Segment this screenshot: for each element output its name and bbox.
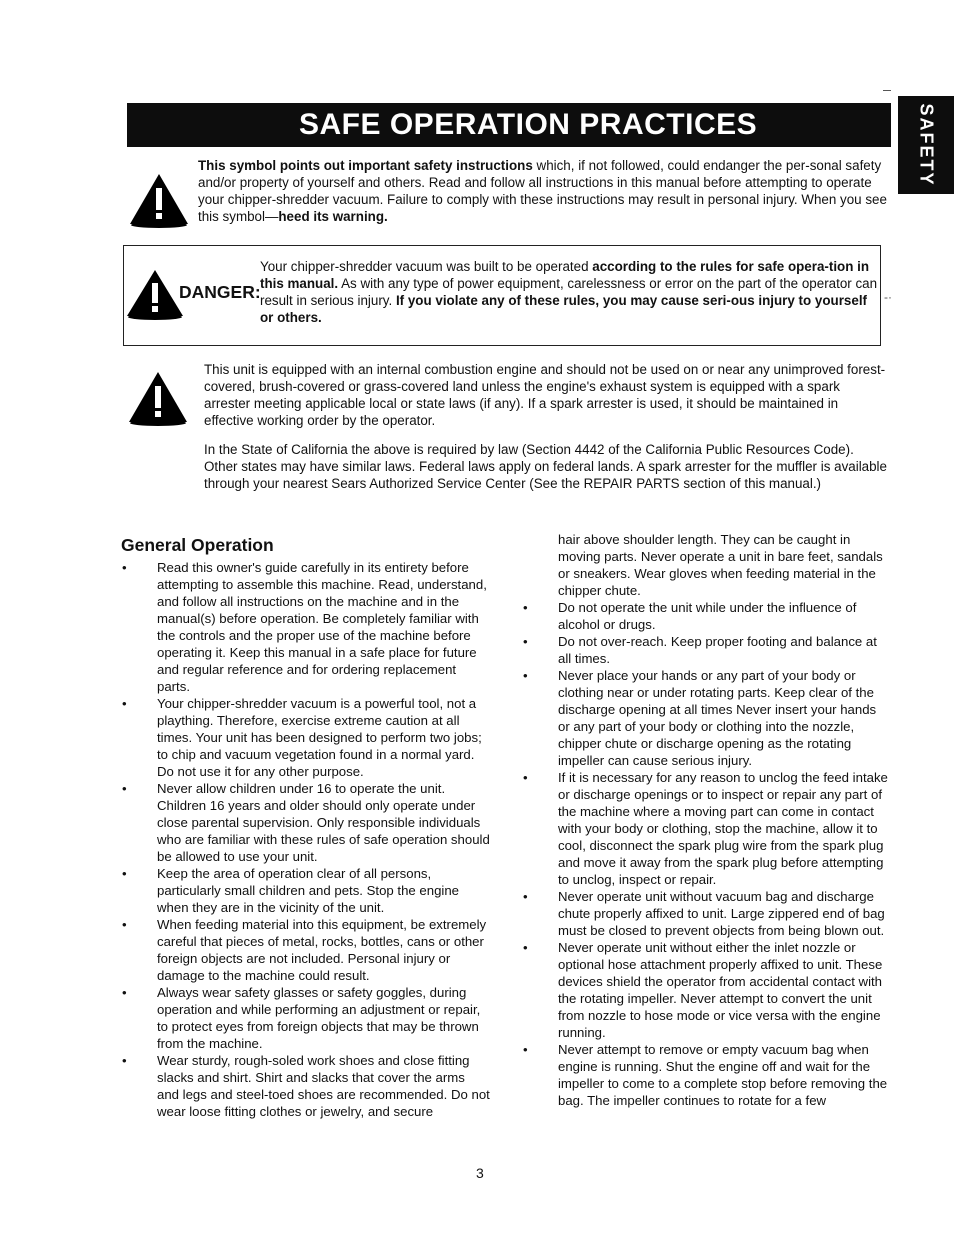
california-law-paragraph: In the State of California the above is required by law (Section 4442 of the California Public Resources Code). Other states may have similar laws. Federal laws apply on federal lands. A spark arrester for the muffler is available through your nearest Sears Authorized Service Center (See the REPAIR PARTS section of this manual.) <box>204 442 887 491</box>
list-item: • Do not over-reach. Keep proper footing and balance at all times. <box>523 634 877 666</box>
list-item-continuation: hair above shoulder length. They can be caught in moving parts. Never operate a unit in bare feet, sandals or sneakers. Wear gloves when feeding material in the chipper chute. <box>558 532 883 598</box>
divider-mark <box>883 90 891 91</box>
bullet: • <box>523 889 528 904</box>
intro-bold-lead: This symbol points out important safety instructions <box>198 158 533 173</box>
list-item: • Keep the area of operation clear of all persons, particularly small children and pets. Stop the engine when they are in the vicinity of the unit. <box>122 866 460 915</box>
list-item: • Read this owner's guide carefully in its entirety before attempting to assemble this machine. Read, understand, and follow all instructions on the machine and in the manual(s) before operation. Be completely familiar with the controls and the proper use of the machine before operating it. Keep this manual in a safe place for future and regular reference and for ordering replacement parts. <box>122 560 487 694</box>
danger-label: DANGER: <box>179 282 261 302</box>
bullet: • <box>523 668 528 683</box>
list-item: • Never operate unit without vacuum bag and discharge chute properly affixed to unit. Large zippered end of bag must be closed to prevent objects from being blown out. <box>523 889 885 938</box>
list-item: • Always wear safety glasses or safety goggles, during operation and while performing an adjustment or repair, to protect eyes from foreign objects that may be thrown from the machine. <box>122 985 481 1051</box>
danger-bold-1: according to the rules for safe opera-tion in this manual. <box>260 259 870 291</box>
section-heading: General Operation <box>121 535 274 555</box>
danger-bold-2: If you violate any of these rules, you may cause seri-ous injury to yourself or others. <box>260 293 867 325</box>
side-tab <box>898 96 954 194</box>
intro-paragraph <box>198 157 888 225</box>
side-tab-label: SAFETY <box>916 103 937 187</box>
list-item: • Your chipper-shredder vacuum is a powerful tool, not a plaything. Therefore, exercise extreme caution at all times. Your unit has been designed to perform two jobs; to chip and vacuum vegetation found in a normal yard. Do not use it for any other purpose. <box>122 696 482 779</box>
list-item: • If it is necessary for any reason to unclog the feed intake or discharge openings or to inspect or repair any part of the machine where a moving part can come in contact with your body or clothing, stop the machine, allow it to cool, disconnect the spark plug wire from the spark plug and move it away from the spark plug before attempting to unclog, inspect or repair. <box>523 770 888 887</box>
list-item: • Never place your hands or any part of your body or clothing near or under rotating parts. Keep clear of the discharge opening at all times Never insert your hands or any part of your body or clothing into the nozzle, chipper chute or discharge opening as the rotating impeller can cause serious injury. <box>523 668 877 768</box>
bullet: • <box>122 696 127 711</box>
danger-text-2: As with any type of power equipment, carelessness or error on the part of the operator can result in serious injury. <box>260 276 878 308</box>
right-column <box>521 531 889 1109</box>
list-item: • When feeding material into this equipment, be extremely careful that pieces of metal, rocks, bottles, cans or other foreign objects are not included. Personal injury or damage to the machine could result. <box>122 917 487 983</box>
danger-text <box>260 258 878 326</box>
page-number: 3 <box>476 1165 484 1181</box>
bullet: • <box>122 560 127 575</box>
left-column <box>120 559 490 1120</box>
intro-text: which, if not followed, could endanger the per-sonal safety and/or property of yourself and others. Read and follow all instructions in this manual before attempting to operate your chipper-shredder vacuum. Failure to comply with these instructions may result in personal injury. When you see this symbol— <box>198 158 887 224</box>
list-item: • Never operate unit without either the inlet nozzle or optional hose attachment properly affixed to unit. These devices shield the operator from accidental contact with the rotating impeller. Never attempt to convert the unit from nozzle to hose mode or vice versa with the engine running. <box>523 940 883 1040</box>
bullet: • <box>523 634 528 649</box>
list-item: • Do not operate the unit while under the influence of alcohol or drugs. <box>523 600 857 632</box>
bullet: • <box>122 1053 127 1068</box>
edge-mark: -· <box>884 290 892 304</box>
bullet: • <box>523 600 528 615</box>
bullet: • <box>523 770 528 785</box>
spark-warning-triangle-icon <box>129 372 187 426</box>
bullet: • <box>122 866 127 881</box>
bullet: • <box>523 940 528 955</box>
intro-bold-end: heed its warning. <box>278 209 388 224</box>
list-item: • Never allow children under 16 to operate the unit. Children 16 years and older should only operate under close parental supervision. Only responsible individuals who are familiar with these rules of safe operation should be allowed to use your unit. <box>122 781 490 864</box>
bullet: • <box>122 917 127 932</box>
bullet: • <box>122 985 127 1000</box>
warning-triangle-icon <box>130 174 188 228</box>
page-title-banner <box>127 103 891 147</box>
spark-arrester-paragraph: This unit is equipped with an internal combustion engine and should not be used on or near any unimproved forest-covered, brush-covered or grass-covered land unless the engine's exhaust system is equipped with a spark arrester meeting applicable local or state laws (if any). If a spark arrester is used, it should be maintained in effective working order by the operator. <box>204 362 886 428</box>
bullet: • <box>122 781 127 796</box>
list-item: • Never attempt to remove or empty vacuum bag when engine is running. Shut the engine off and wait for the impeller to come to a complete stop before removing the bag. The impeller continues to rotate for a few <box>523 1042 888 1108</box>
danger-text-1: Your chipper-shredder vacuum was built to be operated <box>260 259 593 274</box>
danger-triangle-icon <box>127 270 183 320</box>
page-title: SAFE OPERATION PRACTICES <box>299 108 758 141</box>
list-item: • Wear sturdy, rough-soled work shoes and close fitting slacks and shirt. Shirt and slacks that cover the arms and legs and steel-toed shoes are recommended. Do not wear loose fitting clothes or jewelry, and secure <box>122 1053 490 1119</box>
bullet: • <box>523 1042 528 1057</box>
